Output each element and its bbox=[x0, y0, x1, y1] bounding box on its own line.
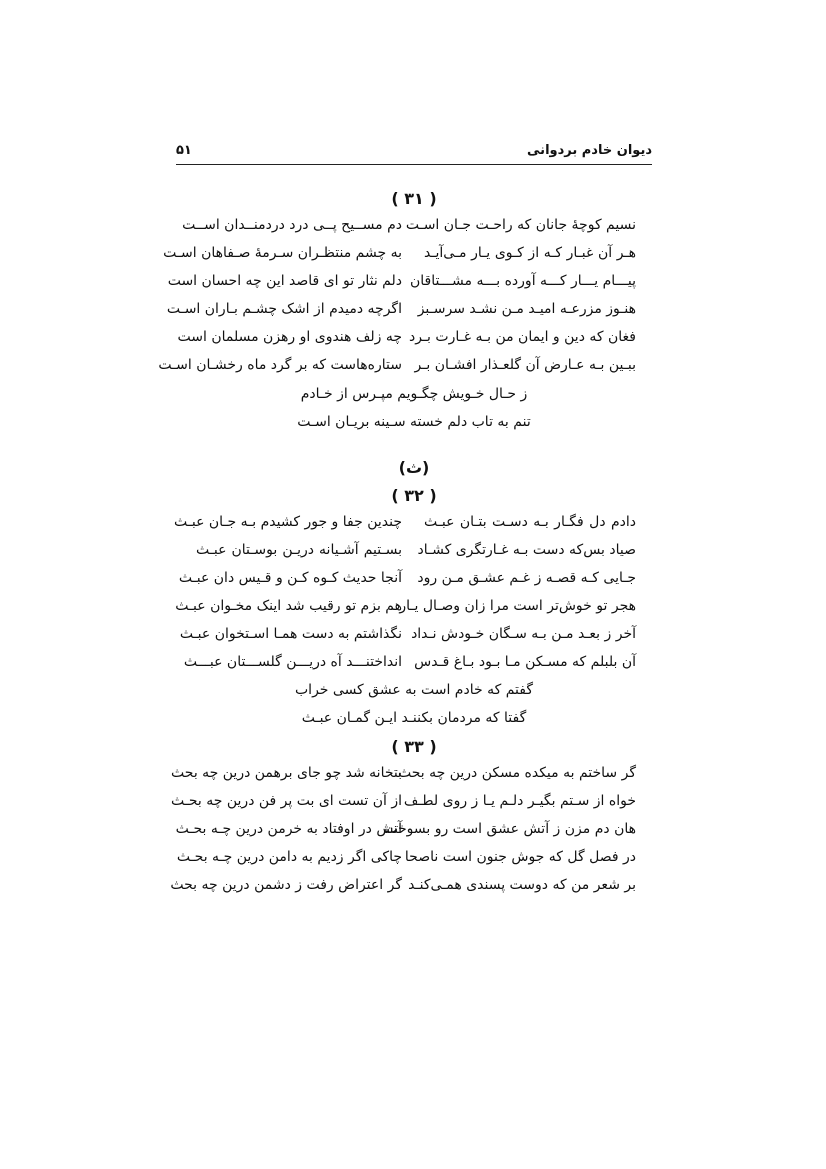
second-hemistich: از آن تست ای بت پر فن درین چه بحـث bbox=[171, 793, 402, 809]
poem-number: ( ۳۳ ) bbox=[391, 737, 437, 756]
first-hemistich: هان دم مزن ز آتش عشق است رو بسوخت bbox=[384, 821, 636, 837]
first-hemistich: ببـین بـه عـارض آن گلعـذار افشـان بـر bbox=[414, 357, 636, 373]
first-hemistich: فغان که دین و ایمان من بـه غـارت بـرد bbox=[409, 329, 636, 345]
first-hemistich: جـایی کـه قصـه ز غـم عشـق مـن رود bbox=[417, 570, 636, 586]
first-hemistich: دادم دل فگـار بـه دسـت بتـان عبـث bbox=[424, 514, 636, 530]
verse-line bbox=[171, 793, 636, 821]
verse-line bbox=[196, 542, 636, 570]
first-hemistich: گر ساختم به میکده مسکن درین چه بحث bbox=[397, 765, 636, 781]
second-hemistich: بسـتیم آشـیانه دریـن بوسـتان عبـث bbox=[196, 542, 402, 558]
second-hemistich: ستاره‌هاست که بر گرد ماه رخشـان اسـت bbox=[158, 357, 402, 373]
first-hemistich: آخر ز بعـد مـن بـه سـگان خـودش نـداد bbox=[411, 626, 636, 642]
second-hemistich: آنجا حدیث کـوه کـن و قـیس دان عبـث bbox=[178, 570, 402, 586]
closing-line: گفتا که مردمان بکننـد ایـن گمـان عبـث bbox=[301, 710, 527, 726]
poem-number: ( ۳۱ ) bbox=[391, 189, 437, 208]
first-hemistich: در فصل گل که جوش جنون است ناصحا bbox=[404, 849, 636, 865]
second-hemistich: هم بزم تو رقیب شد اینک مخـوان عبـث bbox=[175, 598, 402, 614]
book-title: دیوان خادم بردوانی bbox=[527, 143, 652, 158]
header-rule bbox=[176, 164, 652, 165]
verse-line bbox=[171, 765, 636, 793]
verse-line bbox=[177, 329, 636, 357]
second-hemistich: چه زلف هندوی او رهزن مسلمان است bbox=[177, 329, 402, 345]
verse-line bbox=[176, 849, 636, 877]
first-hemistich: آن بلبلم که مسـکن مـا بـود بـاغ قـدس bbox=[414, 654, 636, 670]
second-hemistich: آتش در اوفتاد به خرمن درین چـه بحـث bbox=[175, 821, 402, 837]
section-heading: (ث) bbox=[398, 458, 430, 477]
second-hemistich: اگرچه دمیدم از اشک چشـم بـاران اسـت bbox=[166, 301, 402, 317]
closing-line: گفتم که خادم است به عشق کسی خراب bbox=[295, 682, 533, 698]
verse-line bbox=[179, 626, 636, 654]
verse-line bbox=[178, 570, 636, 598]
first-hemistich: خواه از سـتم بگیـر دلـم یـا ز روی لطـف bbox=[403, 793, 636, 809]
first-hemistich: هجر تو خوش‌تر است مرا زان وصـال یـار bbox=[399, 598, 636, 614]
verse-line bbox=[175, 598, 636, 626]
verse-line bbox=[174, 514, 636, 542]
verse-line bbox=[163, 245, 636, 273]
first-hemistich: هـر آن غبـار کـه از کـوی یـار مـی‌آیـد bbox=[424, 245, 636, 261]
first-hemistich: بر شعر من که دوست پسندی همـی‌کنـد bbox=[408, 877, 636, 893]
second-hemistich: به چشم منتظـران سـرمۀ صـفاهان اسـت bbox=[163, 245, 402, 261]
running-header bbox=[176, 143, 652, 165]
second-hemistich: چندین جفا و جور کشیدم بـه جـان عبـث bbox=[174, 514, 402, 530]
second-hemistich: نگذاشتم به دست همـا اسـتخوان عبـث bbox=[179, 626, 402, 642]
second-hemistich: بتخانه شد چو جای برهمن درین چه بحث bbox=[171, 765, 402, 781]
first-hemistich: هنـوز مزرعـه امیـد مـن نشـد سرسـبز bbox=[417, 301, 636, 317]
second-hemistich: دلم نثار تو ای قاصد این چه احسان است bbox=[167, 273, 402, 289]
page-number: ۵۱ bbox=[176, 143, 192, 158]
verse-line bbox=[182, 217, 636, 245]
closing-line: ز حـال خـویش چگـویم مپـرس از خـادم bbox=[300, 386, 528, 402]
poem-number: ( ۳۲ ) bbox=[391, 486, 437, 505]
verse-line bbox=[183, 654, 636, 682]
verse-line bbox=[158, 357, 636, 385]
verse-line bbox=[175, 821, 636, 849]
second-hemistich: انداختنـــد آه دریـــن گلســـتان عبـــث bbox=[183, 654, 402, 670]
first-hemistich: پیـــام یـــار کـــه آورده بـــه مشـــتاقان bbox=[409, 273, 636, 289]
first-hemistich: نسیم کوچۀ جانان که راحـت جـان اسـت bbox=[405, 217, 636, 233]
verse-line bbox=[167, 273, 636, 301]
second-hemistich: چاکی اگر زدیم به دامن درین چـه بحـث bbox=[176, 849, 402, 865]
closing-line: تنم به تاب دلم خسته سـینه بریـان اسـت bbox=[297, 414, 531, 430]
second-hemistich: دم مســیح پــی درد دردمنــدان اســت bbox=[182, 217, 402, 233]
first-hemistich: صیاد بس‌که دست بـه غـارتگری کشـاد bbox=[417, 542, 636, 558]
second-hemistich: گر اعتراض رفت ز دشمن درین چه بحث bbox=[170, 877, 402, 893]
verse-line bbox=[166, 301, 636, 329]
verse-line bbox=[170, 877, 636, 905]
